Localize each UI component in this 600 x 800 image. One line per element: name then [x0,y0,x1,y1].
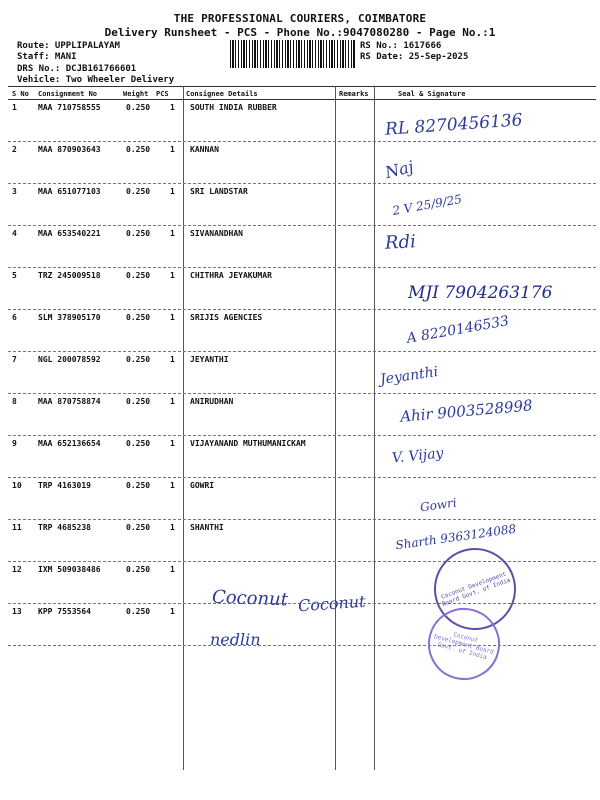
signature-row5: MJI 7904263176 [408,283,553,303]
signature-row9: V. Vijay [391,445,445,467]
row-weight: 0.250 [126,187,151,196]
row-pcs: 1 [170,397,175,406]
signature-row7: Jeyanthi [379,364,440,388]
barcode [230,40,355,68]
row-pcs: 1 [170,145,175,154]
row-separator [8,561,596,562]
row-consignee: SRIJIS AGENCIES [190,313,263,322]
col-header-remarks: Remarks [339,90,369,98]
row-separator [8,477,596,478]
row-consignment-no: TRZ 245009518 [38,271,101,280]
signature-row4: Rdi [384,231,417,254]
rs-date: RS Date: 25-Sep-2025 [360,52,469,62]
row-consignment-no: MAA 870758874 [38,397,101,406]
row-consignee: GOWRI [190,481,215,490]
signature-row11: Sharth 9363124088 [394,521,517,553]
row-weight: 0.250 [126,103,151,112]
row-pcs: 1 [170,187,175,196]
row-sno: 11 [12,523,22,532]
row-weight: 0.250 [126,565,151,574]
drs-number: DRS No.: DCJB161766601 [17,64,137,74]
row-pcs: 1 [170,103,175,112]
row-weight: 0.250 [126,481,151,490]
row-pcs: 1 [170,355,175,364]
col-header-consignment: Consignment No [38,90,98,98]
row-consignee: VIJAYANAND MUTHUMANICKAM [190,439,306,448]
row-pcs: 1 [170,481,175,490]
row-pcs: 1 [170,271,175,280]
row-consignment-no: MAA 652136654 [38,439,101,448]
row-consignee: SIVANANDHAN [190,229,243,238]
row-sno: 1 [12,103,17,112]
row-sno: 13 [12,607,22,616]
row-sno: 5 [12,271,17,280]
row-consignment-no: NGL 200078592 [38,355,101,364]
handwritten-note-row13-b: nedlin [210,630,261,649]
signature-row10: Gowri [419,495,458,515]
runsheet-title: Delivery Runsheet - PCS - Phone No.:9047080280 - Page No.:1 [104,26,496,39]
row-consignment-no: SLM 378905170 [38,313,101,322]
row-separator [8,267,596,268]
row-sno: 12 [12,565,22,574]
col-header-consignee: Consignee Details [186,90,258,98]
row-separator [8,141,596,142]
col-divider-seal [374,86,375,770]
row-sno: 3 [12,187,17,196]
row-weight: 0.250 [126,439,151,448]
route: Route: UPPLIPALAYAM [17,41,120,51]
signature-row3: 2 V 25/9/25 [391,192,463,218]
row-sno: 7 [12,355,17,364]
signature-row2: Naj [383,156,416,183]
company-title: THE PROFESSIONAL COURIERS, COIMBATORE [173,12,427,25]
row-sno: 4 [12,229,17,238]
signature-row8: Ahir 9003528998 [399,396,534,426]
row-separator [8,393,596,394]
row-pcs: 1 [170,229,175,238]
row-sno: 9 [12,439,17,448]
col-header-pcs: PCS [156,90,169,98]
row-consignee: ANIRUDHAN [190,397,234,406]
row-pcs: 1 [170,523,175,532]
handwritten-note-row13: Coconut [297,591,367,616]
col-divider-remarks [335,86,336,770]
row-separator [8,435,596,436]
row-pcs: 1 [170,313,175,322]
row-consignment-no: IXM 509038486 [38,565,101,574]
stamp-1-text: Coconut Development Board Govt. of India [440,570,512,608]
vehicle: Vehicle: Two Wheeler Delivery [17,75,175,85]
row-consignment-no: TRP 4163019 [38,481,91,490]
row-separator [8,351,596,352]
row-pcs: 1 [170,439,175,448]
row-pcs: 1 [170,607,175,616]
signature-row6: A 8220146533 [405,313,511,347]
row-sno: 6 [12,313,17,322]
row-weight: 0.250 [126,397,151,406]
row-sno: 8 [12,397,17,406]
row-consignee: CHITHRA JEYAKUMAR [190,271,272,280]
row-pcs: 1 [170,565,175,574]
row-consignment-no: MAA 651077103 [38,187,101,196]
stamp-2-text: Coconut Development Board Govt. of India [433,630,495,661]
rs-number: RS No.: 1617666 [360,41,442,51]
row-weight: 0.250 [126,271,151,280]
row-separator [8,309,596,310]
row-separator [8,519,596,520]
row-sno: 10 [12,481,22,490]
row-weight: 0.250 [126,145,151,154]
row-weight: 0.250 [126,355,151,364]
row-sno: 2 [12,145,17,154]
row-consignee: SHANTHI [190,523,224,532]
row-weight: 0.250 [126,607,151,616]
row-weight: 0.250 [126,313,151,322]
signature-row1: RL 8270456136 [384,110,524,140]
staff: Staff: MANI [17,52,77,62]
row-consignee: SRI LANDSTAR [190,187,248,196]
row-consignment-no: MAA 870903643 [38,145,101,154]
row-consignee: JEYANTHI [190,355,229,364]
row-consignee: SOUTH INDIA RUBBER [190,103,277,112]
row-separator [8,183,596,184]
col-header-weight: Weight [123,90,149,98]
handwritten-note-row12: Coconut [211,586,289,611]
row-consignment-no: MAA 710758555 [38,103,101,112]
row-weight: 0.250 [126,229,151,238]
col-header-seal: Seal & Signature [398,90,466,98]
col-divider-consignee [183,86,184,770]
row-consignment-no: MAA 653540221 [38,229,101,238]
row-separator [8,645,596,646]
row-consignment-no: KPP 7553564 [38,607,91,616]
row-weight: 0.250 [126,523,151,532]
row-separator [8,225,596,226]
row-consignment-no: TRP 4685238 [38,523,91,532]
table-header-border [8,99,596,100]
table-top-border [8,86,596,87]
row-consignee: KANNAN [190,145,219,154]
col-header-sno: S No [12,90,29,98]
